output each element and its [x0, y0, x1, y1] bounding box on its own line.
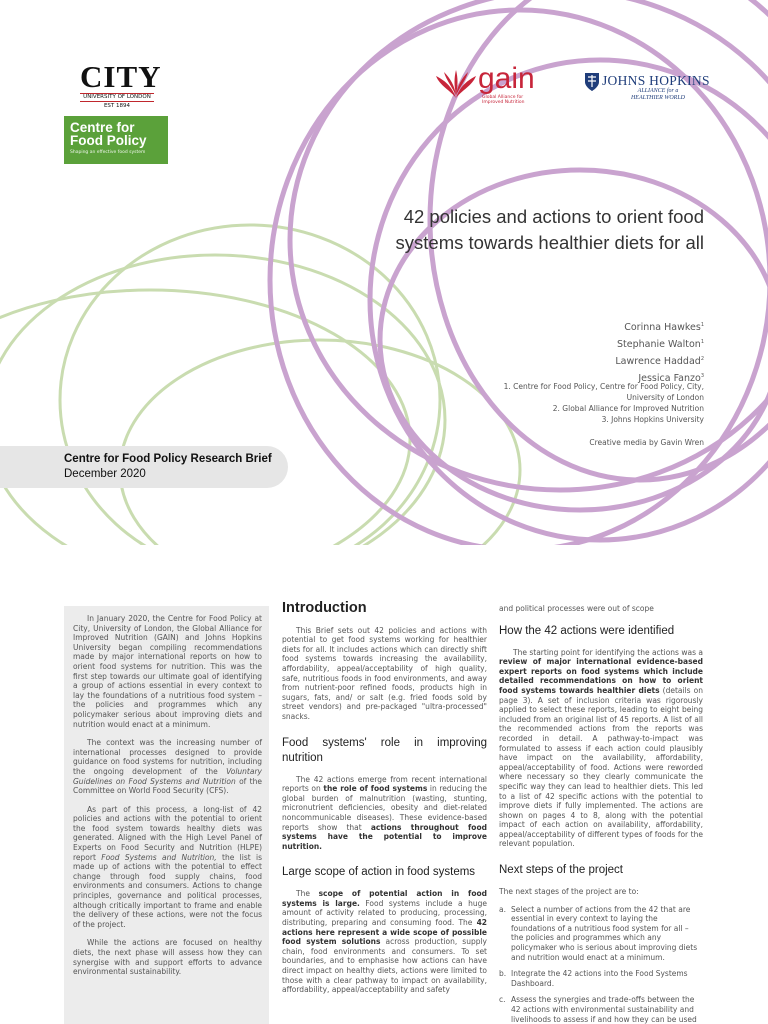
gain-subtitle [482, 95, 552, 105]
text-span: Food systems include a huge amount of activity related to producing, processing, distributing, preparing and consuming food. The [282, 898, 487, 928]
intro-sidebar [64, 606, 269, 1024]
author-name: Stephanie Walton [617, 339, 701, 351]
shield-icon [584, 72, 600, 92]
title-line1: 42 policies and actions to orient food [403, 206, 704, 227]
text-span: The 42 actions emerge from recent international reports on [282, 774, 487, 794]
gain-logo[interactable] [436, 62, 551, 108]
list-item [499, 995, 703, 1024]
main-column-1 [282, 600, 487, 995]
affiliations [404, 381, 704, 425]
gain-leaf-icon [436, 70, 476, 100]
author-name: Jessica Fanzo [638, 373, 701, 385]
cfp-title-line2: Food Policy [70, 133, 147, 148]
gain-sub-line1: Global Alliance for [482, 95, 524, 100]
section-heading-scope: Large scope of action in food systems [282, 866, 476, 879]
list-item-text: Assess the synergies and trade-offs between the 42 actions with environmental sustainability and livelihoods to assess if and how they can be used [511, 995, 697, 1024]
author-sup: 1 [700, 322, 704, 328]
title-line2: systems towards healthier diets for all [395, 232, 704, 253]
author-name: Lawrence Haddad [615, 356, 701, 368]
list-marker: c. [499, 995, 506, 1005]
body-paragraph [499, 648, 703, 849]
cfp-logo[interactable] [64, 116, 168, 164]
brief-title: Centre for Food Policy Research Brief [64, 453, 272, 465]
bold-text: the role of food systems [323, 784, 428, 794]
author-sup: 1 [700, 339, 704, 346]
list-item-text: Select a number of actions from the 42 that are essential in every context to laying the foundations of a nutritious food system for all – the policies and programmes which any policymaker who is serious about improving diets and nutrition would enact at a minimum. [511, 904, 698, 962]
text-span: As part of this process, a long-list of 42 policies and actions with the potential to orient the food system towards healthy diets was generated. Aligned with the High Level Panel of Experts on Food Security and Nutrition (HLPE) report [73, 804, 262, 862]
sidebar-paragraph: While the actions are focused on healthy diets, the next phase will assess how they can synergise with and support efforts to advance environmental sustainability. [73, 938, 262, 977]
author-list [615, 318, 704, 387]
continued-text: and political processes were out of scope [499, 604, 654, 613]
text-span: The starting point for identifying the actions was a [513, 647, 703, 657]
sidebar-paragraph [73, 738, 262, 796]
guidelines-title: Voluntary Guidelines on Food Systems and Nutrition [73, 766, 262, 786]
body-paragraph: This Brief sets out 42 policies and actions with potential to get food systems working for healthier diets for all. It includes actions which can directly shift food systems towards increasing the availability, affordability, appeal/acceptability of high quality, safe, nutritious foods in food environments, and away from nutrient-poor refined foods, products high in sugars, fats, and/ or salt (e.g. fried foods sold by street vendors) and pre-packaged "ultra-processed" snacks. [282, 625, 487, 721]
jh-subtitle [610, 88, 706, 102]
bold-text: 42 actions here represent a wide scope of possible food system solutions [282, 918, 487, 947]
bold-text: actions throughout food systems have the potential to improve nutrition. [282, 822, 487, 851]
text-span: of the Committee on World Food Security (CFS). [73, 776, 262, 796]
main-column-2 [499, 604, 703, 1024]
gain-wordmark: gain [478, 62, 535, 95]
city-subtitle: UNIVERSITY OF LONDON [80, 93, 154, 102]
cfp-title-line1: Centre for [70, 120, 135, 135]
section-heading-next-steps: Next steps of the project [499, 864, 624, 877]
author-sup: 2 [700, 356, 704, 363]
author-name: Corinna Hawkes [624, 322, 701, 334]
list-item [499, 905, 703, 963]
section-heading-identified: How the 42 actions were identified [499, 624, 675, 637]
author-item [615, 352, 704, 369]
brief-date: December 2020 [64, 468, 146, 480]
page-title [290, 204, 704, 256]
body-paragraph [282, 775, 487, 852]
text-span: across production, supply chain, food environments and consumers. To set boundaries, and to emphasise how actions can have direct impact on healthy diets, actions were limited to those with a clear pathway to impact on availability, affordability, appeal/acceptability and safety [282, 937, 487, 995]
affiliation-line: 2. Global Alliance for Improved Nutrition [552, 404, 704, 413]
bold-text: scope of potential action in food systems is large. [282, 889, 487, 908]
city-wordmark: CITY [80, 59, 162, 94]
report-title: Food Systems and Nutrition, [101, 852, 217, 862]
sidebar-paragraph [73, 805, 262, 930]
list-item [499, 969, 703, 988]
list-marker: a. [499, 904, 506, 914]
next-steps-list [499, 905, 703, 1024]
section-heading-introduction: Introduction [282, 600, 367, 616]
jh-sub-line1: ALLIANCE for a [637, 88, 679, 94]
author-item [615, 318, 704, 335]
city-logo[interactable] [80, 59, 162, 110]
text-span: The [296, 889, 319, 899]
jh-wordmark: JOHNS HOPKINS [602, 73, 710, 88]
list-marker: b. [499, 969, 507, 979]
body-paragraph [282, 889, 487, 995]
affiliation-line: University of London [626, 393, 704, 402]
creative-media-credit: Creative media by Gavin Wren [589, 438, 704, 447]
author-sup: 3 [700, 373, 704, 380]
jh-sub-line2: HEALTHIER WORLD [630, 95, 686, 101]
text-span: the list is made up of actions with the potential to effect change through food supply chains, food environments and consumers. Actions to change principles, governance and political processes, although critically important to frame and enable the delivery of these actions, were not the focus of the project. [73, 852, 263, 929]
text-span: The context was the increasing number of international processes designed to provide guidance on food systems for nutrition, including the ongoing development of the [73, 738, 262, 776]
text-span: in reducing the global burden of malnutrition (wasting, stunting, micronutrient deficiencies, obesity and diet-related noncommunicable diseases). These evidence-based reports show that [282, 784, 487, 832]
cfp-tagline: Shaping an effective food system [70, 150, 146, 155]
affiliation-line: 3. Johns Hopkins University [601, 415, 704, 424]
bold-text: review of major international evidence-based expert reports on food systems which include detailed recommendations on how to orient food systems towards healthier diets [499, 657, 703, 695]
affiliation-line: 1. Centre for Food Policy, Centre for Food Policy, City, [503, 382, 704, 391]
city-established: EST 1894 [103, 103, 131, 109]
text-span: (details on page 3). A set of inclusion criteria was rigorously applied to select these reports, leading to eight being included from an original list of 45 reports. A list of all the recommended actions from the reports was recorded in detail. A pathway-to-impact was formulated to assess if each action could plausibly have impact on the availability, affordability, appeal/acceptability of food. Actions were reworded where necessary so they clearly communicate the specific way they can lead to healthier diets. This led to a list of 42 specific actions with the potential to improve diets if fully implemented. The actions are shown on pages 4 to 8, along with the potential impact of each action on availability, affordability, appeal/acceptability of different types of foods for the relevant population. [499, 685, 703, 849]
johns-hopkins-logo[interactable] [584, 70, 714, 110]
gain-sub-line2: Improved Nutrition [482, 100, 525, 105]
section-heading-role: Food systems' role in improving nutrition [282, 736, 487, 764]
sidebar-paragraph: In January 2020, the Centre for Food Policy at City, University of London, the Global Alliance for Improved Nutrition (GAIN) and Johns Hopkins University began compiling recommendations made by major international reports on how to orient food systems for nutrition. This was the first step towards our ultimate goal of identifying a group of actions essential in every context to lay the foundations of a nutritious food system – the policies and programmes which any policymaker serious about improving diets and nutrition would enact at a minimum. [73, 614, 262, 729]
research-brief-banner [0, 446, 288, 488]
list-item-text: Integrate the 42 actions into the Food Systems Dashboard. [511, 969, 688, 988]
next-steps-intro: The next stages of the project are to: [499, 887, 639, 897]
author-item [615, 335, 704, 352]
